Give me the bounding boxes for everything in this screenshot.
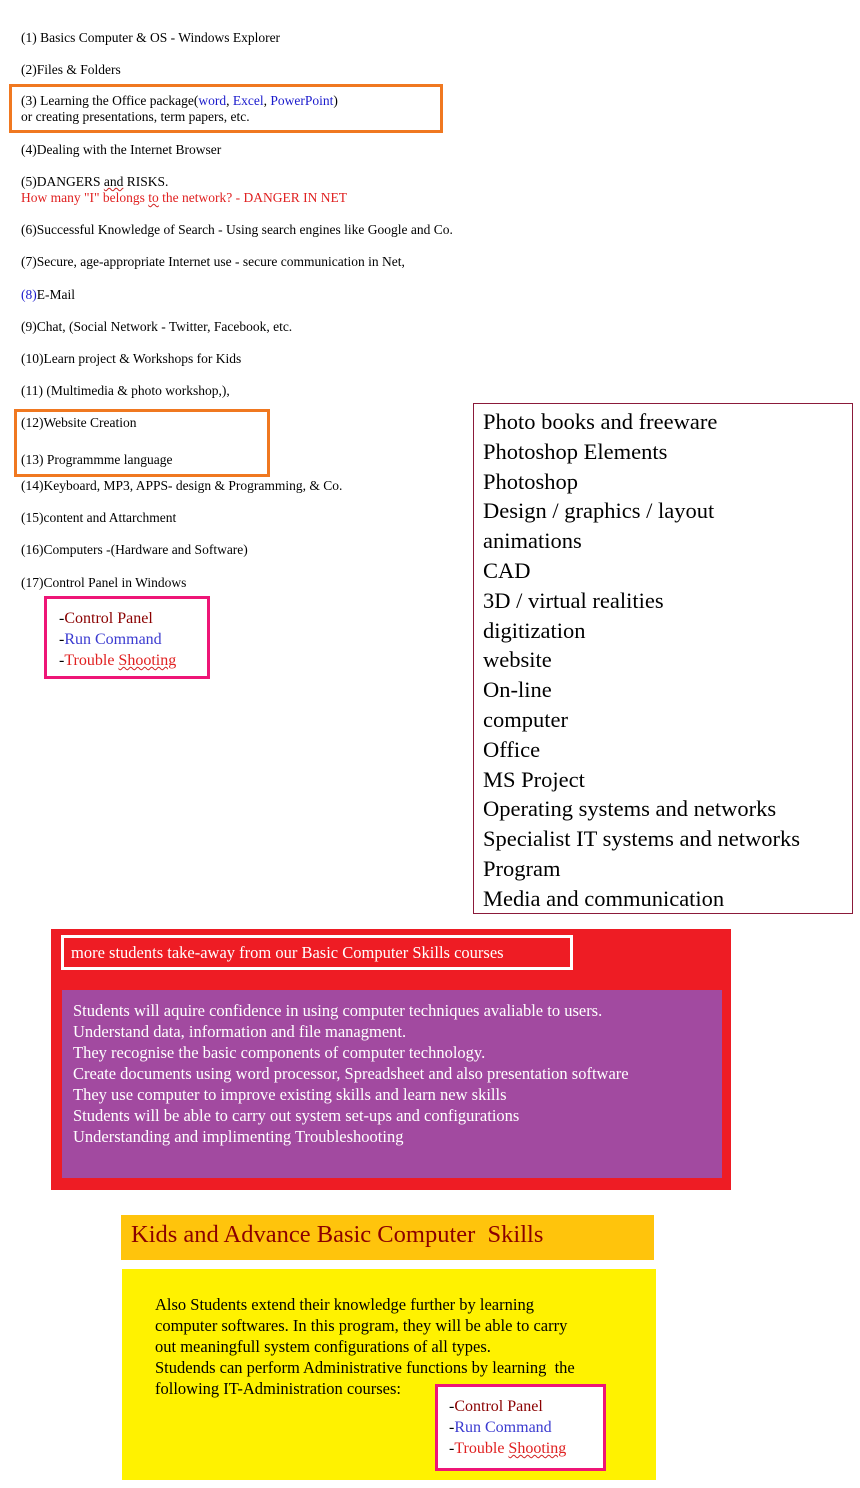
course-topic-item: Photoshop xyxy=(483,468,579,494)
course-topic-item: Program xyxy=(483,855,561,881)
topic-5-text: (5)DANGERS xyxy=(21,174,104,189)
course-topic-item: digitization xyxy=(483,617,586,643)
takeaway-line: Understanding and implimenting Troubleshooting xyxy=(73,1127,404,1146)
topic-5-and: and xyxy=(103,174,124,189)
topic-3-suffix: ) xyxy=(333,93,338,108)
topic-4: (4)Dealing with the Internet Browser xyxy=(21,142,222,157)
list-item-control-panel xyxy=(449,1396,603,1417)
topic-7: (7)Secure, age-appropriate Internet use - secure communication in Net, xyxy=(21,254,405,269)
trouble-label: Trouble xyxy=(454,1440,509,1457)
admin-tools-list xyxy=(44,596,210,679)
topic-8-number: (8) xyxy=(21,287,37,302)
topic-9: (9)Chat, (Social Network - Twitter, Facebook, etc. xyxy=(21,319,293,334)
shooting-label: Shooting xyxy=(118,652,177,669)
course-topic-item: Office xyxy=(483,736,541,762)
topic-5-sub-text: How many "I" belongs xyxy=(21,190,149,205)
topic-17: (17)Control Panel in Windows xyxy=(21,575,187,590)
topic-3-sep: , xyxy=(226,93,233,108)
course-topic-item: computer xyxy=(483,706,568,732)
course-topic-item: Media and communication xyxy=(483,885,725,911)
kids-line: out meaningfull system configurations of all types. xyxy=(155,1337,491,1356)
topic-11: (11) (Multimedia & photo workshop,), xyxy=(21,383,230,398)
list-item-run-command xyxy=(59,629,207,650)
takeaway-body xyxy=(62,990,722,1178)
control-panel-label: Control Panel xyxy=(64,610,153,627)
takeaway-line: They recognise the basic components of computer technology. xyxy=(73,1043,486,1062)
topic-12: (12)Website Creation xyxy=(21,415,137,430)
course-topic-item: Operating systems and networks xyxy=(483,796,777,822)
kids-body xyxy=(122,1269,656,1480)
topic-15: (15)content and Attarchment xyxy=(21,510,177,525)
kids-line: following IT-Administration courses: xyxy=(155,1379,401,1398)
takeaway-line: Students will be able to carry out system set-ups and configurations xyxy=(73,1106,520,1125)
list-dash: - xyxy=(59,610,65,627)
kids-heading: Kids and Advance Basic Computer Skills xyxy=(121,1215,654,1260)
word-link: word xyxy=(198,93,227,108)
topic-16: (16)Computers -(Hardware and Software) xyxy=(21,542,248,557)
topic-5 xyxy=(21,174,168,190)
shooting-label: Shooting xyxy=(508,1440,567,1457)
list-item-trouble-shooting xyxy=(449,1438,603,1459)
topic-10: (10)Learn project & Workshops for Kids xyxy=(21,351,242,366)
topic-5-subtitle xyxy=(21,190,347,206)
takeaway-line: Create documents using word processor, Spreadsheet and also presentation software xyxy=(73,1064,629,1083)
powerpoint-link: PowerPoint xyxy=(270,93,334,108)
takeaway-line: Understand data, information and file managment. xyxy=(73,1022,407,1041)
trouble-label: Trouble xyxy=(64,652,119,669)
run-command-label: Run Command xyxy=(64,631,162,648)
run-command-label: Run Command xyxy=(454,1419,552,1436)
topic-3-line-2: or creating presentations, term papers, etc. xyxy=(21,109,250,124)
takeaway-heading: more students take-away from our Basic Computer Skills courses xyxy=(61,935,573,970)
course-topic-item: Photoshop Elements xyxy=(483,438,668,464)
course-topic-item: Specialist IT systems and networks xyxy=(483,826,801,852)
takeaway-panel xyxy=(51,929,731,1190)
topic-5-sub-to: to xyxy=(148,190,159,205)
topic-8 xyxy=(21,287,75,303)
topic-1: (1) Basics Computer & OS - Windows Explorer xyxy=(21,30,281,45)
list-item-run-command xyxy=(449,1417,603,1438)
course-topic-item: On-line xyxy=(483,677,552,703)
list-item-control-panel xyxy=(59,608,207,629)
kids-line: computer softwares. In this program, they will be able to carry xyxy=(155,1316,568,1335)
takeaway-line: Students will aquire confidence in using computer techniques avaliable to users. xyxy=(73,1001,603,1020)
list-dash: - xyxy=(59,652,65,669)
course-topic-item: animations xyxy=(483,528,582,554)
topic-13: (13) Programmme language xyxy=(21,452,173,467)
course-topic-item: 3D / virtual realities xyxy=(483,587,664,613)
topic-5-text: RISKS. xyxy=(123,174,169,189)
excel-link: Excel xyxy=(232,93,264,108)
topic-5-sub-text: the network? - DANGER IN NET xyxy=(158,190,347,205)
list-dash: - xyxy=(59,631,65,648)
list-dash: - xyxy=(449,1398,455,1415)
course-topic-item: website xyxy=(483,647,552,673)
course-topic-item: Photo books and freeware xyxy=(483,409,718,434)
kids-line: Also Students extend their knowledge further by learning xyxy=(155,1295,534,1314)
topic-6: (6)Successful Knowledge of Search - Using search engines like Google and Co. xyxy=(21,222,453,237)
course-topic-item: MS Project xyxy=(483,766,585,792)
kids-line: Studends can perform Administrative functions by learning the xyxy=(155,1358,575,1377)
takeaway-line: They use computer to improve existing skills and learn new skills xyxy=(73,1085,507,1104)
topic-3-prefix: (3) Learning the Office package( xyxy=(21,93,199,108)
topic-8-text: E-Mail xyxy=(36,287,75,302)
admin-courses-list xyxy=(435,1384,606,1471)
topic-14: (14)Keyboard, MP3, APPS- design & Programming, & Co. xyxy=(21,478,343,493)
control-panel-label: Control Panel xyxy=(454,1398,543,1415)
topic-3-sep: , xyxy=(263,93,271,108)
list-item-trouble-shooting xyxy=(59,650,207,671)
list-dash: - xyxy=(449,1419,455,1436)
topic-2: (2)Files & Folders xyxy=(21,62,121,77)
topic-3 xyxy=(21,93,338,109)
course-topic-item: CAD xyxy=(483,557,531,583)
list-dash: - xyxy=(449,1440,455,1457)
course-topic-item: Design / graphics / layout xyxy=(483,498,715,524)
course-topics-list xyxy=(473,403,853,914)
